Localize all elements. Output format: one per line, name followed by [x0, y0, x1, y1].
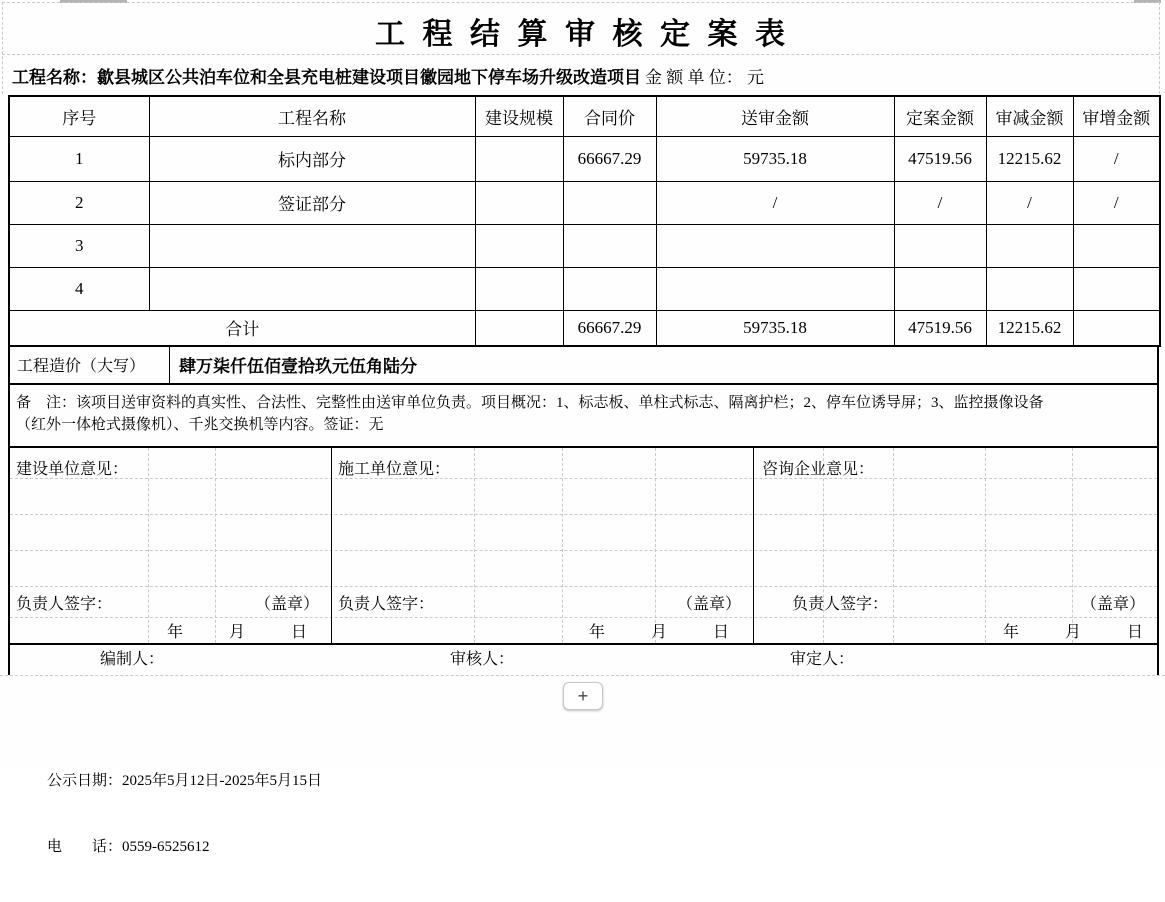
col-header-submitted: 送审金额: [656, 96, 894, 136]
table-cell: 3: [9, 224, 149, 267]
sign-label: 负责人签字：: [16, 596, 113, 613]
table-cell: [894, 224, 986, 267]
gridline-under-title: [2, 54, 1159, 55]
col-header-contract: 合同价: [563, 96, 656, 136]
table-cell: [475, 224, 563, 267]
col-header-reduced: 审减金额: [986, 96, 1073, 136]
opinion-label: 施工单位意见：: [338, 461, 451, 478]
table-cell: [656, 224, 894, 267]
opinion-label: 咨询企业意见：: [762, 461, 875, 478]
seal-label: （盖章）: [1080, 596, 1145, 613]
table-cell: /: [894, 181, 986, 224]
month-label: 月: [650, 623, 667, 641]
remark-cell: [8, 385, 1159, 448]
approver-label: 审定人：: [790, 651, 855, 668]
table-row: [9, 224, 1160, 267]
opinion-box-construction-unit: [10, 448, 332, 643]
table-cell: [475, 181, 563, 224]
remark-line1: 备 注：该项目送审资料的真实性、合法性、完整性由送审单位负责。项目概况：1、标志板、单柱式标志、隔离护栏；2、停车位诱导屏；3、监控摄像设备: [16, 395, 1044, 411]
col-header-project: 工程名称: [149, 96, 475, 136]
table-cell: [475, 267, 563, 310]
table-cell: [563, 224, 656, 267]
page-boundary-bottom: [0, 675, 1165, 676]
year-label: 年: [166, 623, 183, 641]
day-label: 日: [290, 623, 307, 641]
preparer-label: 编制人：: [100, 651, 165, 668]
table-cell: [986, 224, 1073, 267]
sign-label: 负责人签字：: [338, 596, 435, 613]
table-cell: [563, 267, 656, 310]
table-cell: [1073, 224, 1160, 267]
amount-in-words-row: [8, 345, 1159, 385]
table-cell: [475, 310, 563, 346]
table-cell: 签证部分: [149, 181, 475, 224]
table-cell: [894, 267, 986, 310]
table-header-row: [9, 96, 1160, 136]
table-row: [9, 136, 1160, 181]
table-row: [9, 267, 1160, 310]
table-cell: 59735.18: [656, 310, 894, 346]
sign-row: [332, 588, 753, 617]
table-cell: /: [1073, 136, 1160, 181]
col-header-finalized: 定案金额: [894, 96, 986, 136]
seal-label: （盖章）: [254, 596, 319, 613]
year-label: 年: [1002, 623, 1019, 641]
table-cell: 47519.56: [894, 310, 986, 346]
page-boundary-top: [2, 2, 1159, 3]
publish-date: 公示日期：2025年5月12日-2025年5月15日: [47, 773, 322, 789]
col-header-seq: 序号: [9, 96, 149, 136]
amount-unit-note: 金 额 单 位： 元: [645, 68, 764, 87]
col-header-scale: 建设规模: [475, 96, 563, 136]
table-cell: 12215.62: [986, 136, 1073, 181]
table-cell: [1073, 310, 1160, 346]
project-name-label: 工程名称：: [12, 68, 97, 87]
sign-row: [10, 588, 331, 617]
table-total-row: [9, 310, 1160, 346]
month-label: 月: [1064, 623, 1081, 641]
table-cell: [1073, 267, 1160, 310]
table-cell: 2: [9, 181, 149, 224]
table-cell: [475, 136, 563, 181]
opinion-label: 建设单位意见：: [16, 461, 129, 478]
month-label: 月: [228, 623, 245, 641]
project-name-row: [12, 63, 764, 88]
table-cell: [656, 267, 894, 310]
day-label: 日: [1126, 623, 1143, 641]
table-cell: [149, 224, 475, 267]
settlement-table: [8, 95, 1161, 347]
date-row: [754, 617, 1157, 643]
remark-line2: （红外一体枪式摄像机）、千兆交换机等内容。签证：无: [16, 417, 384, 433]
opinion-box-contractor-unit: [332, 448, 754, 643]
public-notice: [47, 726, 322, 902]
reviewer-label: 审核人：: [450, 651, 515, 668]
personnel-row: [8, 645, 1159, 675]
sign-row: [754, 588, 1157, 617]
table-cell: 标内部分: [149, 136, 475, 181]
day-label: 日: [712, 623, 729, 641]
date-row: [332, 617, 753, 643]
table-cell: 66667.29: [563, 310, 656, 346]
amount-in-words-label: 工程造价（大写）: [10, 345, 170, 383]
seal-label: （盖章）: [676, 596, 741, 613]
year-label: 年: [588, 623, 605, 641]
table-cell: 4: [9, 267, 149, 310]
table-cell: 47519.56: [894, 136, 986, 181]
table-cell: /: [986, 181, 1073, 224]
date-row: [10, 617, 331, 643]
project-name: 歙县城区公共泊车位和全县充电桩建设项目徽园地下停车场升级改造项目: [97, 68, 641, 87]
table-cell: /: [1073, 181, 1160, 224]
opinion-box-consulting-firm: [754, 448, 1157, 643]
table-cell: 1: [9, 136, 149, 181]
table-row: [9, 181, 1160, 224]
table-cell: [986, 267, 1073, 310]
page-title: 工 程 结 算 审 核 定 案 表: [375, 18, 790, 51]
sign-label: 负责人签字：: [792, 596, 889, 613]
table-cell: [149, 267, 475, 310]
table-cell: 59735.18: [656, 136, 894, 181]
amount-in-words-value: 肆万柒仟伍佰壹拾玖元伍角陆分: [179, 356, 417, 376]
phone-number: 电 话：0559-6525612: [47, 839, 210, 855]
table-cell: /: [656, 181, 894, 224]
opinions-section: [8, 448, 1159, 645]
col-header-increased: 审增金额: [1073, 96, 1160, 136]
table-cell: 66667.29: [563, 136, 656, 181]
add-button[interactable]: +: [563, 682, 603, 710]
total-label-cell: 合计: [9, 310, 475, 346]
table-cell: [563, 181, 656, 224]
table-cell: 12215.62: [986, 310, 1073, 346]
